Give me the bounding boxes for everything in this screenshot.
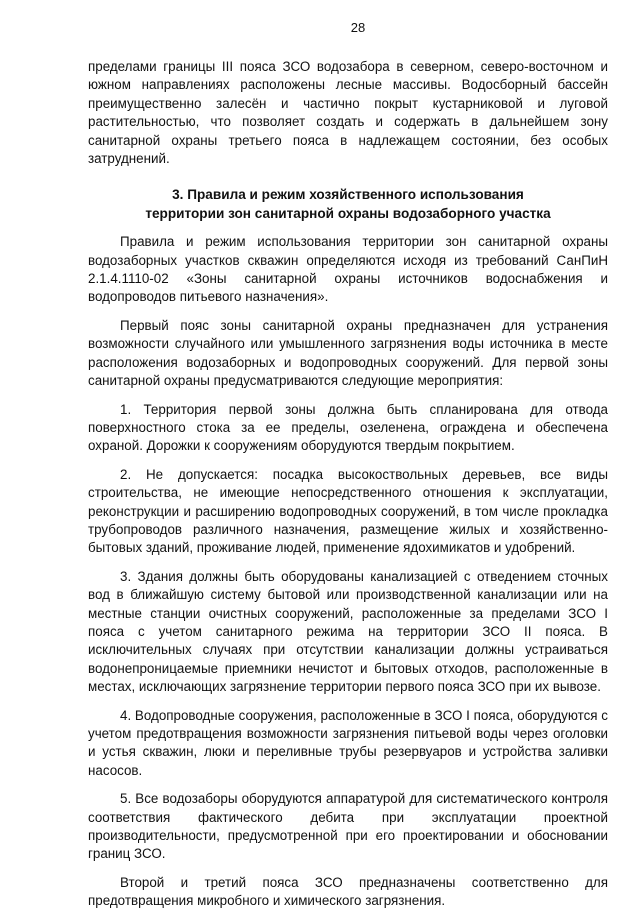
paragraph-rules-intro: Правила и режим использования территории зон санитарной охраны водозаборных участков скважин определяются исходя из требований СанПиН 2.1.4.1110-02 «Зоны санитарной охраны источников водоснабжения и водопроводов питьевого назначения». <box>88 234 608 305</box>
section-heading <box>88 186 608 223</box>
section-heading-line-2: территории зон санитарной охраны водозаборного участка <box>145 205 551 221</box>
paragraph-second-third-zones: Второй и третий пояса ЗСО предназначены соответственно для предотвращения микробного и химического загрязнения. <box>88 874 608 909</box>
page-number: 28 <box>350 20 366 35</box>
intro-paragraph: пределами границы III пояса ЗСО водозабора в северном, северо-восточном и южном направлениях расположены лесные массивы. Водосборный бассейн преимущественно залесён и частично покрыт кустарниковой и луговой растительностью, что позволяет создать и содержать в дальнейшем зону санитарной охраны третьего пояса в надлежащем состоянии, без особых затруднений. <box>88 59 608 167</box>
list-item-5: 5. Все водозаборы оборудуются аппаратурой для систематического контроля соответствия фактического дебита при эксплуатации проектной производительности, предусмотренной при его проектировании и обосновании границ ЗСО. <box>88 791 608 862</box>
list-item-4: 4. Водопроводные сооружения, расположенные в ЗСО I пояса, оборудуются с учетом предотвращения возможности загрязнения питьевой воды через оголовки и устья скважин, люки и переливные трубы резервуаров и устройства заливки насосов. <box>88 707 608 778</box>
paragraph-first-zone: Первый пояс зоны санитарной охраны предназначен для устранения возможности случайного или умышленного загрязнения воды источника в месте расположения водозаборных и водопроводных сооружений. Для первой зоны санитарной охраны предусматриваются следующие мероприятия: <box>88 317 608 389</box>
section-heading-line-1: 3. Правила и режим хозяйственного использования <box>172 187 524 203</box>
list-item-1: 1. Территория первой зоны должна быть спланирована для отвода поверхностного стока за ее пределы, озеленена, ограждена и обеспечена охраной. Дорожки к сооружениям оборудуются твердым покрытием. <box>88 401 608 454</box>
list-item-3: 3. Здания должны быть оборудованы канализацией с отведением сточных вод в ближайшую систему бытовой или производственной канализации или на местные станции очистных сооружений, расположенные за пределами ЗСО I пояса с учетом санитарного режима на территории ЗСО II пояса. В исключительных случаях при отсутствии канализации должны устраиваться водонепроницаемые приемники нечистот и бытовых отходов, расположенные в местах, исключающих загрязнение территории первого пояса ЗСО при их вывозе. <box>88 568 608 695</box>
list-item-2: 2. Не допускается: посадка высокоствольных деревьев, все виды строительства, не имеющие непосредственного отношения к эксплуатации, реконструкции и расширению водопроводных сооружений, в том числе прокладка трубопроводов различного назначения, размещение жилых и хозяйственно-бытовых зданий, проживание людей, применение ядохимикатов и удобрений. <box>88 466 608 556</box>
